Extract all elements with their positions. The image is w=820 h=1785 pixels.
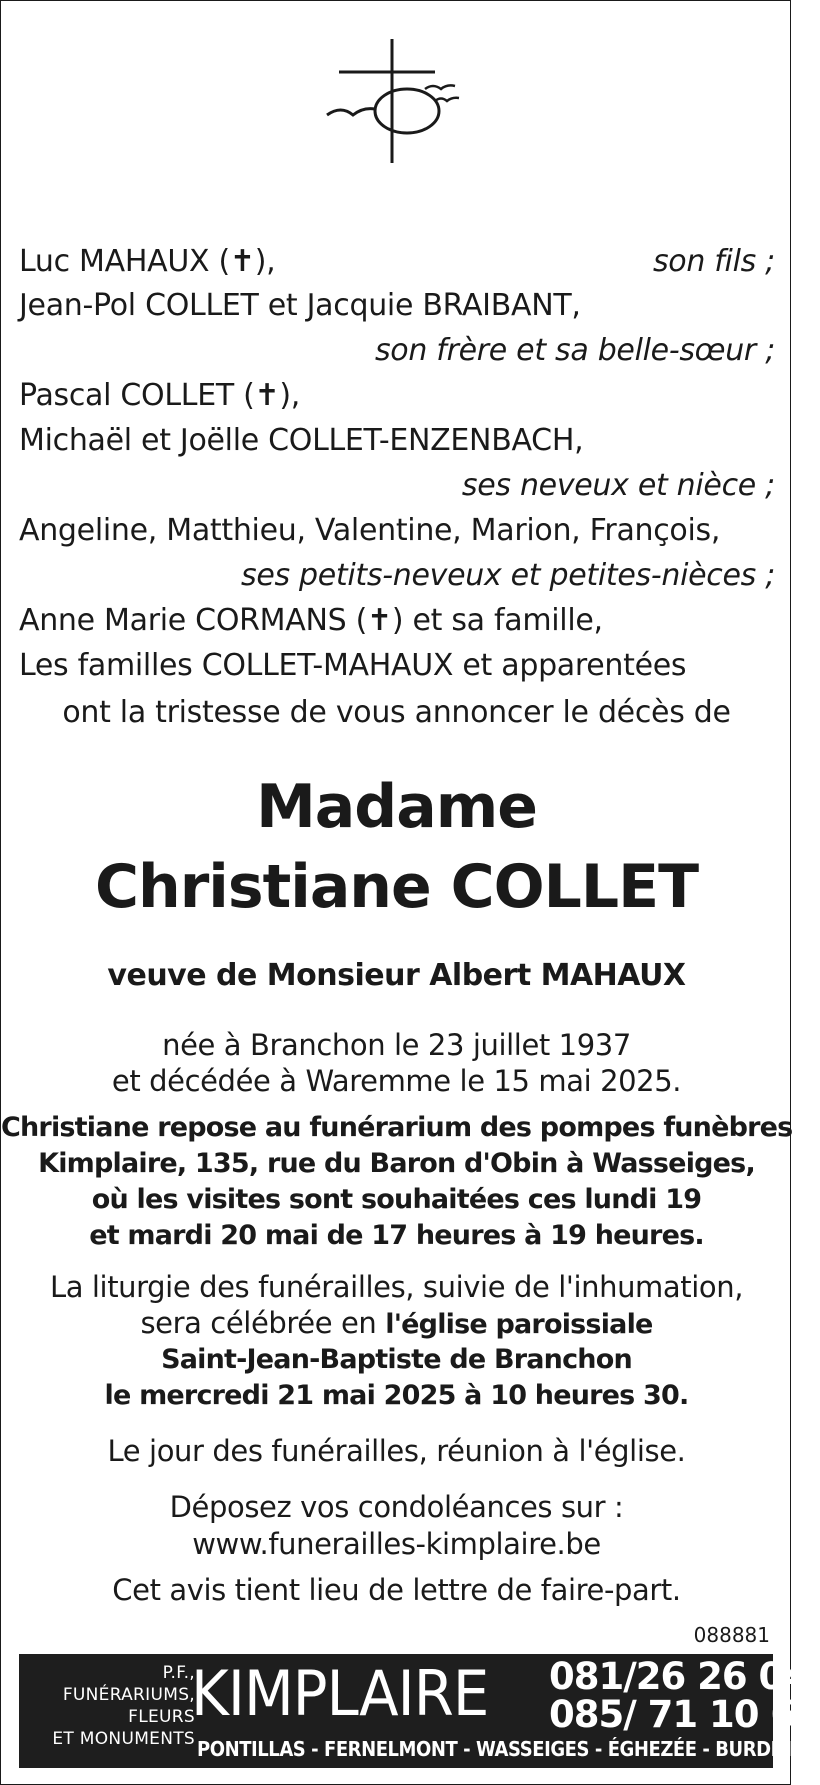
family-line: Les familles COLLET-MAHAUX et apparentées bbox=[19, 648, 687, 683]
family-line-son bbox=[19, 243, 775, 281]
family-line: Angeline, Matthieu, Valentine, Marion, François, bbox=[19, 513, 721, 548]
visitation-line: où les visites sont souhaitées ces lundi 19 bbox=[91, 1184, 702, 1215]
services-list bbox=[27, 1662, 195, 1750]
visitation-line: et mardi 20 mai de 17 heures à 19 heures. bbox=[89, 1220, 704, 1251]
family-line: Michaël et Joëlle COLLET-ENZENBACH, bbox=[19, 423, 584, 458]
cross-with-birds-icon bbox=[317, 39, 477, 189]
family-line: Pascal COLLET (✝), bbox=[19, 378, 300, 413]
death-line: et décédée à Waremme le 15 mai 2025. bbox=[111, 1064, 682, 1098]
notice-line: Cet avis tient lieu de lettre de faire-part. bbox=[112, 1573, 681, 1607]
family-name: Luc MAHAUX (✝), bbox=[19, 244, 276, 279]
phone-number[interactable]: 081/26 26 04 bbox=[549, 1655, 808, 1698]
service-item: P.F., bbox=[162, 1663, 195, 1683]
liturgy-text: sera célébrée en bbox=[140, 1306, 386, 1340]
widow-of: veuve de Monsieur Albert MAHAUX bbox=[107, 958, 686, 993]
brand-name: KIMPLAIRE bbox=[191, 1657, 489, 1730]
funeral-home-banner bbox=[19, 1654, 820, 1768]
liturgy-line: La liturgie des funérailles, suivie de l'inhumation, bbox=[49, 1270, 744, 1304]
service-item: FLEURS bbox=[128, 1707, 195, 1727]
liturgy-line bbox=[1, 1305, 792, 1343]
family-relation: son fils ; bbox=[652, 244, 775, 279]
family-line: Anne Marie CORMANS (✝) et sa famille, bbox=[19, 603, 603, 638]
birth-line: née à Branchon le 23 juillet 1937 bbox=[162, 1028, 631, 1062]
funeral-date: le mercredi 21 mai 2025 à 10 heures 30. bbox=[104, 1380, 689, 1411]
church-name: Saint-Jean-Baptiste de Branchon bbox=[161, 1344, 632, 1375]
visitation-line: Christiane repose au funérarium des pompes funèbres bbox=[1, 1112, 793, 1143]
meeting-line: Le jour des funérailles, réunion à l'église. bbox=[107, 1434, 686, 1468]
visitation-line: Kimplaire, 135, rue du Baron d'Obin à Wasseiges, bbox=[38, 1148, 755, 1179]
service-item: FUNÉRARIUMS, bbox=[62, 1685, 195, 1705]
church-name: l'église paroissiale bbox=[385, 1309, 653, 1340]
family-line: Jean-Pol COLLET et Jacquie BRAIBANT, bbox=[19, 288, 581, 323]
family-relation: ses petits-neveux et petites-nièces ; bbox=[240, 558, 775, 593]
phone-numbers bbox=[549, 1655, 820, 1736]
deceased-title: Madame bbox=[256, 772, 537, 842]
family-relation: son frère et sa belle-sœur ; bbox=[374, 333, 775, 368]
phone-number[interactable]: 085/ 71 10 63 bbox=[549, 1693, 820, 1736]
family-relation: ses neveux et nièce ; bbox=[461, 468, 775, 503]
deceased-name: Christiane COLLET bbox=[94, 852, 699, 922]
condolences-line: Déposez vos condoléances sur : bbox=[169, 1490, 624, 1524]
service-item: ET MONUMENTS bbox=[52, 1729, 195, 1749]
condolences-url[interactable]: www.funerailles-kimplaire.be bbox=[192, 1527, 601, 1561]
reference-number: 088881 bbox=[693, 1623, 770, 1647]
locations-list: PONTILLAS - FERNELMONT - WASSEIGES - ÉGHEZÉE - BURDINNE bbox=[197, 1737, 818, 1761]
announcement-line: ont la tristesse de vous annoncer le décès de bbox=[62, 695, 731, 730]
